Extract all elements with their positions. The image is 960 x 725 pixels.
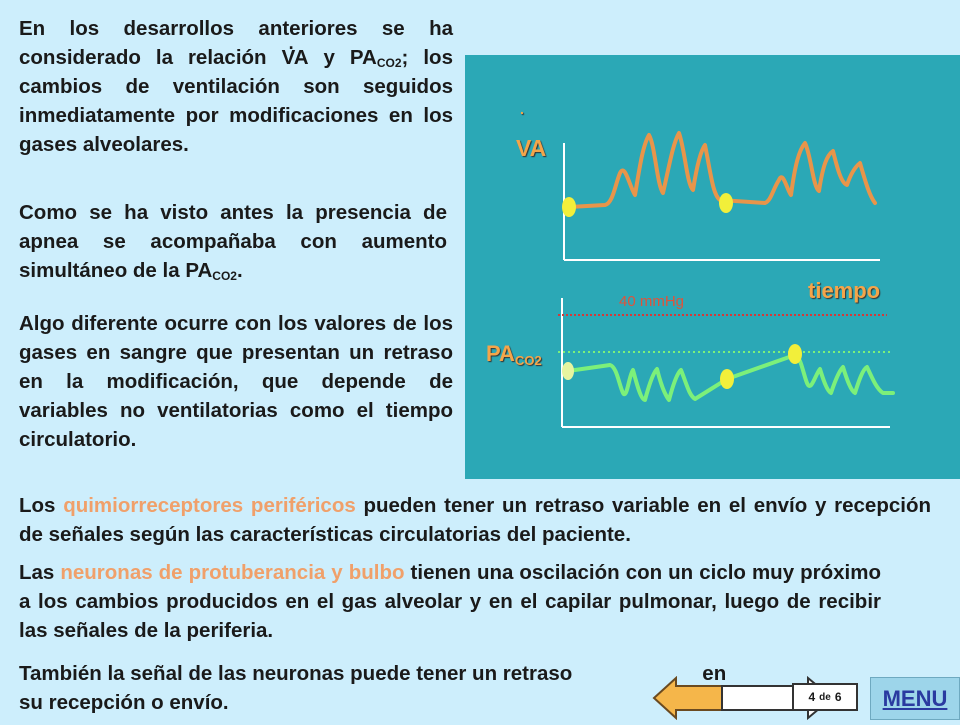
paragraph-signal-delay: También la señal de las neuronas puede tener un retraso en su recepción o envío. [19, 662, 727, 714]
paragraph-intro: En los desarrollos anteriores se ha considerado la relación . VA y $PA_{CO2}$; los cambios de ventilación son seguidos inmediatamente por modificaciones en los gases alveolares. [19, 14, 453, 159]
paragraph-apnea: Como se ha visto antes la presencia de apnea se acompañaba con aumento simultáneo de la $PA_{CO2}$. [19, 201, 447, 283]
threshold-label: 40 mmHg [619, 293, 685, 310]
menu-button[interactable]: MENU [870, 677, 960, 720]
va-symbol: . VA [282, 43, 309, 72]
paragraph-chemoreceptors: Los quimiorreceptores periféricos pueden tener un retraso variable en el envío y recepción de señales según las características circulatorias del paciente. [19, 494, 931, 546]
page-separator: de [819, 691, 831, 703]
ventilation-diagram [465, 55, 960, 479]
paco2-marker-1 [562, 362, 574, 380]
paragraph-neurons: Las neuronas de protuberancia y bulbo tienen una oscilación con un ciclo muy próximo a los cambios producidos en el gas alveolar y en el capilar pulmonar, luego de recibir las señales de la periferia. [19, 561, 881, 642]
va-marker-1 [562, 197, 576, 217]
va-label: VA [516, 135, 547, 161]
page-total: 6 [834, 690, 842, 704]
highlight-neurons: neuronas de protuberancia y bulbo [60, 561, 405, 584]
paragraph-delay: Algo diferente ocurre con los valores de los gases en sangre que presentan un retraso en la modificación, que depende de variables no ventilatorias como el tiempo circulatorio. [19, 312, 453, 451]
paco2-marker-2 [720, 369, 734, 389]
page-current: 4 [808, 690, 816, 704]
va-dot-label: . [520, 101, 524, 117]
page-indicator [792, 683, 858, 711]
highlight-chemoreceptors: quimiorreceptores periféricos [63, 494, 356, 517]
time-label: tiempo [808, 278, 881, 303]
paco2-marker-3 [788, 344, 802, 364]
paco2-label: $PA_{CO2}$ [486, 341, 542, 368]
diagram-svg [465, 55, 960, 479]
va-marker-2 [719, 193, 733, 213]
